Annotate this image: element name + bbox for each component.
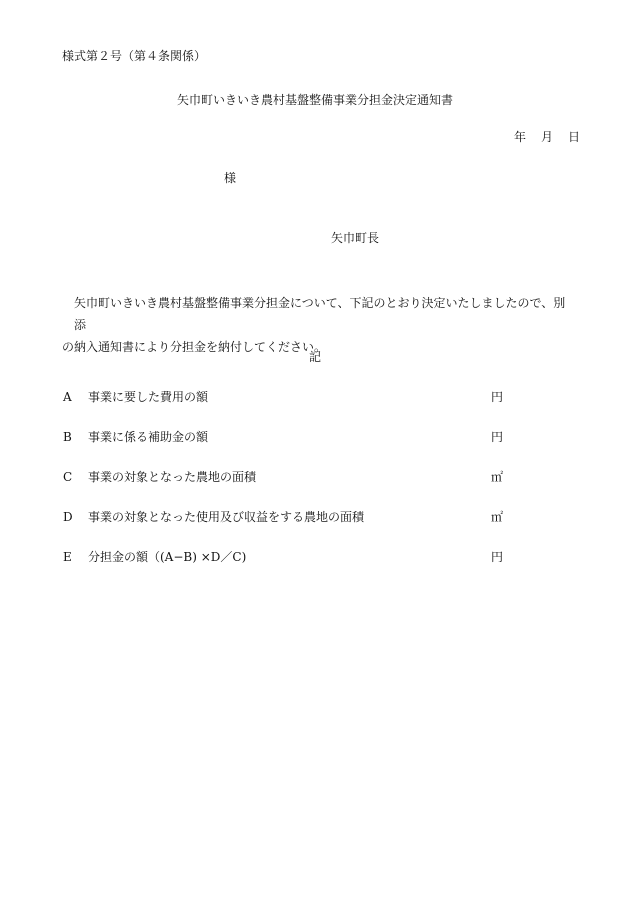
item-unit: 円 [491, 390, 504, 404]
issuer-name: 矢巾町長 [331, 231, 380, 245]
body-paragraph [62, 292, 572, 358]
date-year-label: 年 [513, 130, 526, 144]
item-letter: B [63, 430, 72, 444]
item-letter: A [63, 390, 72, 404]
item-unit: 円 [491, 550, 504, 564]
item-text: 事業の対象となった使用及び収益をする農地の面積 [88, 510, 365, 524]
item-text: 事業に係る補助金の額 [88, 430, 209, 444]
document-title: 矢巾町いきいき農村基盤整備事業分担金決定通知書 [176, 93, 453, 107]
date-line [514, 131, 580, 143]
body-line-1: 矢巾町いきいき農村基盤整備事業分担金について、下記のとおり決定いたしましたので、別添 [74, 296, 566, 332]
item-letter: E [63, 550, 72, 564]
addressee-suffix: 様 [224, 171, 237, 185]
item-letter: C [63, 470, 73, 484]
item-unit: ㎡ [491, 510, 504, 524]
body-line-2: の納入通知書により分担金を納付してください。 [62, 340, 327, 354]
item-unit: 円 [491, 430, 504, 444]
form-number-label: 様式第２号（第４条関係） [62, 49, 207, 63]
ki-heading: 記 [308, 350, 321, 364]
date-month-label: 月 [540, 130, 553, 144]
item-text: 事業の対象となった農地の面積 [88, 470, 257, 484]
date-day-label: 日 [567, 130, 580, 144]
item-text: 分担金の額（(A−B) ×D／C) [88, 550, 247, 564]
item-letter: D [63, 510, 73, 524]
item-text: 事業に要した費用の額 [88, 390, 209, 404]
item-unit: ㎡ [491, 470, 504, 484]
